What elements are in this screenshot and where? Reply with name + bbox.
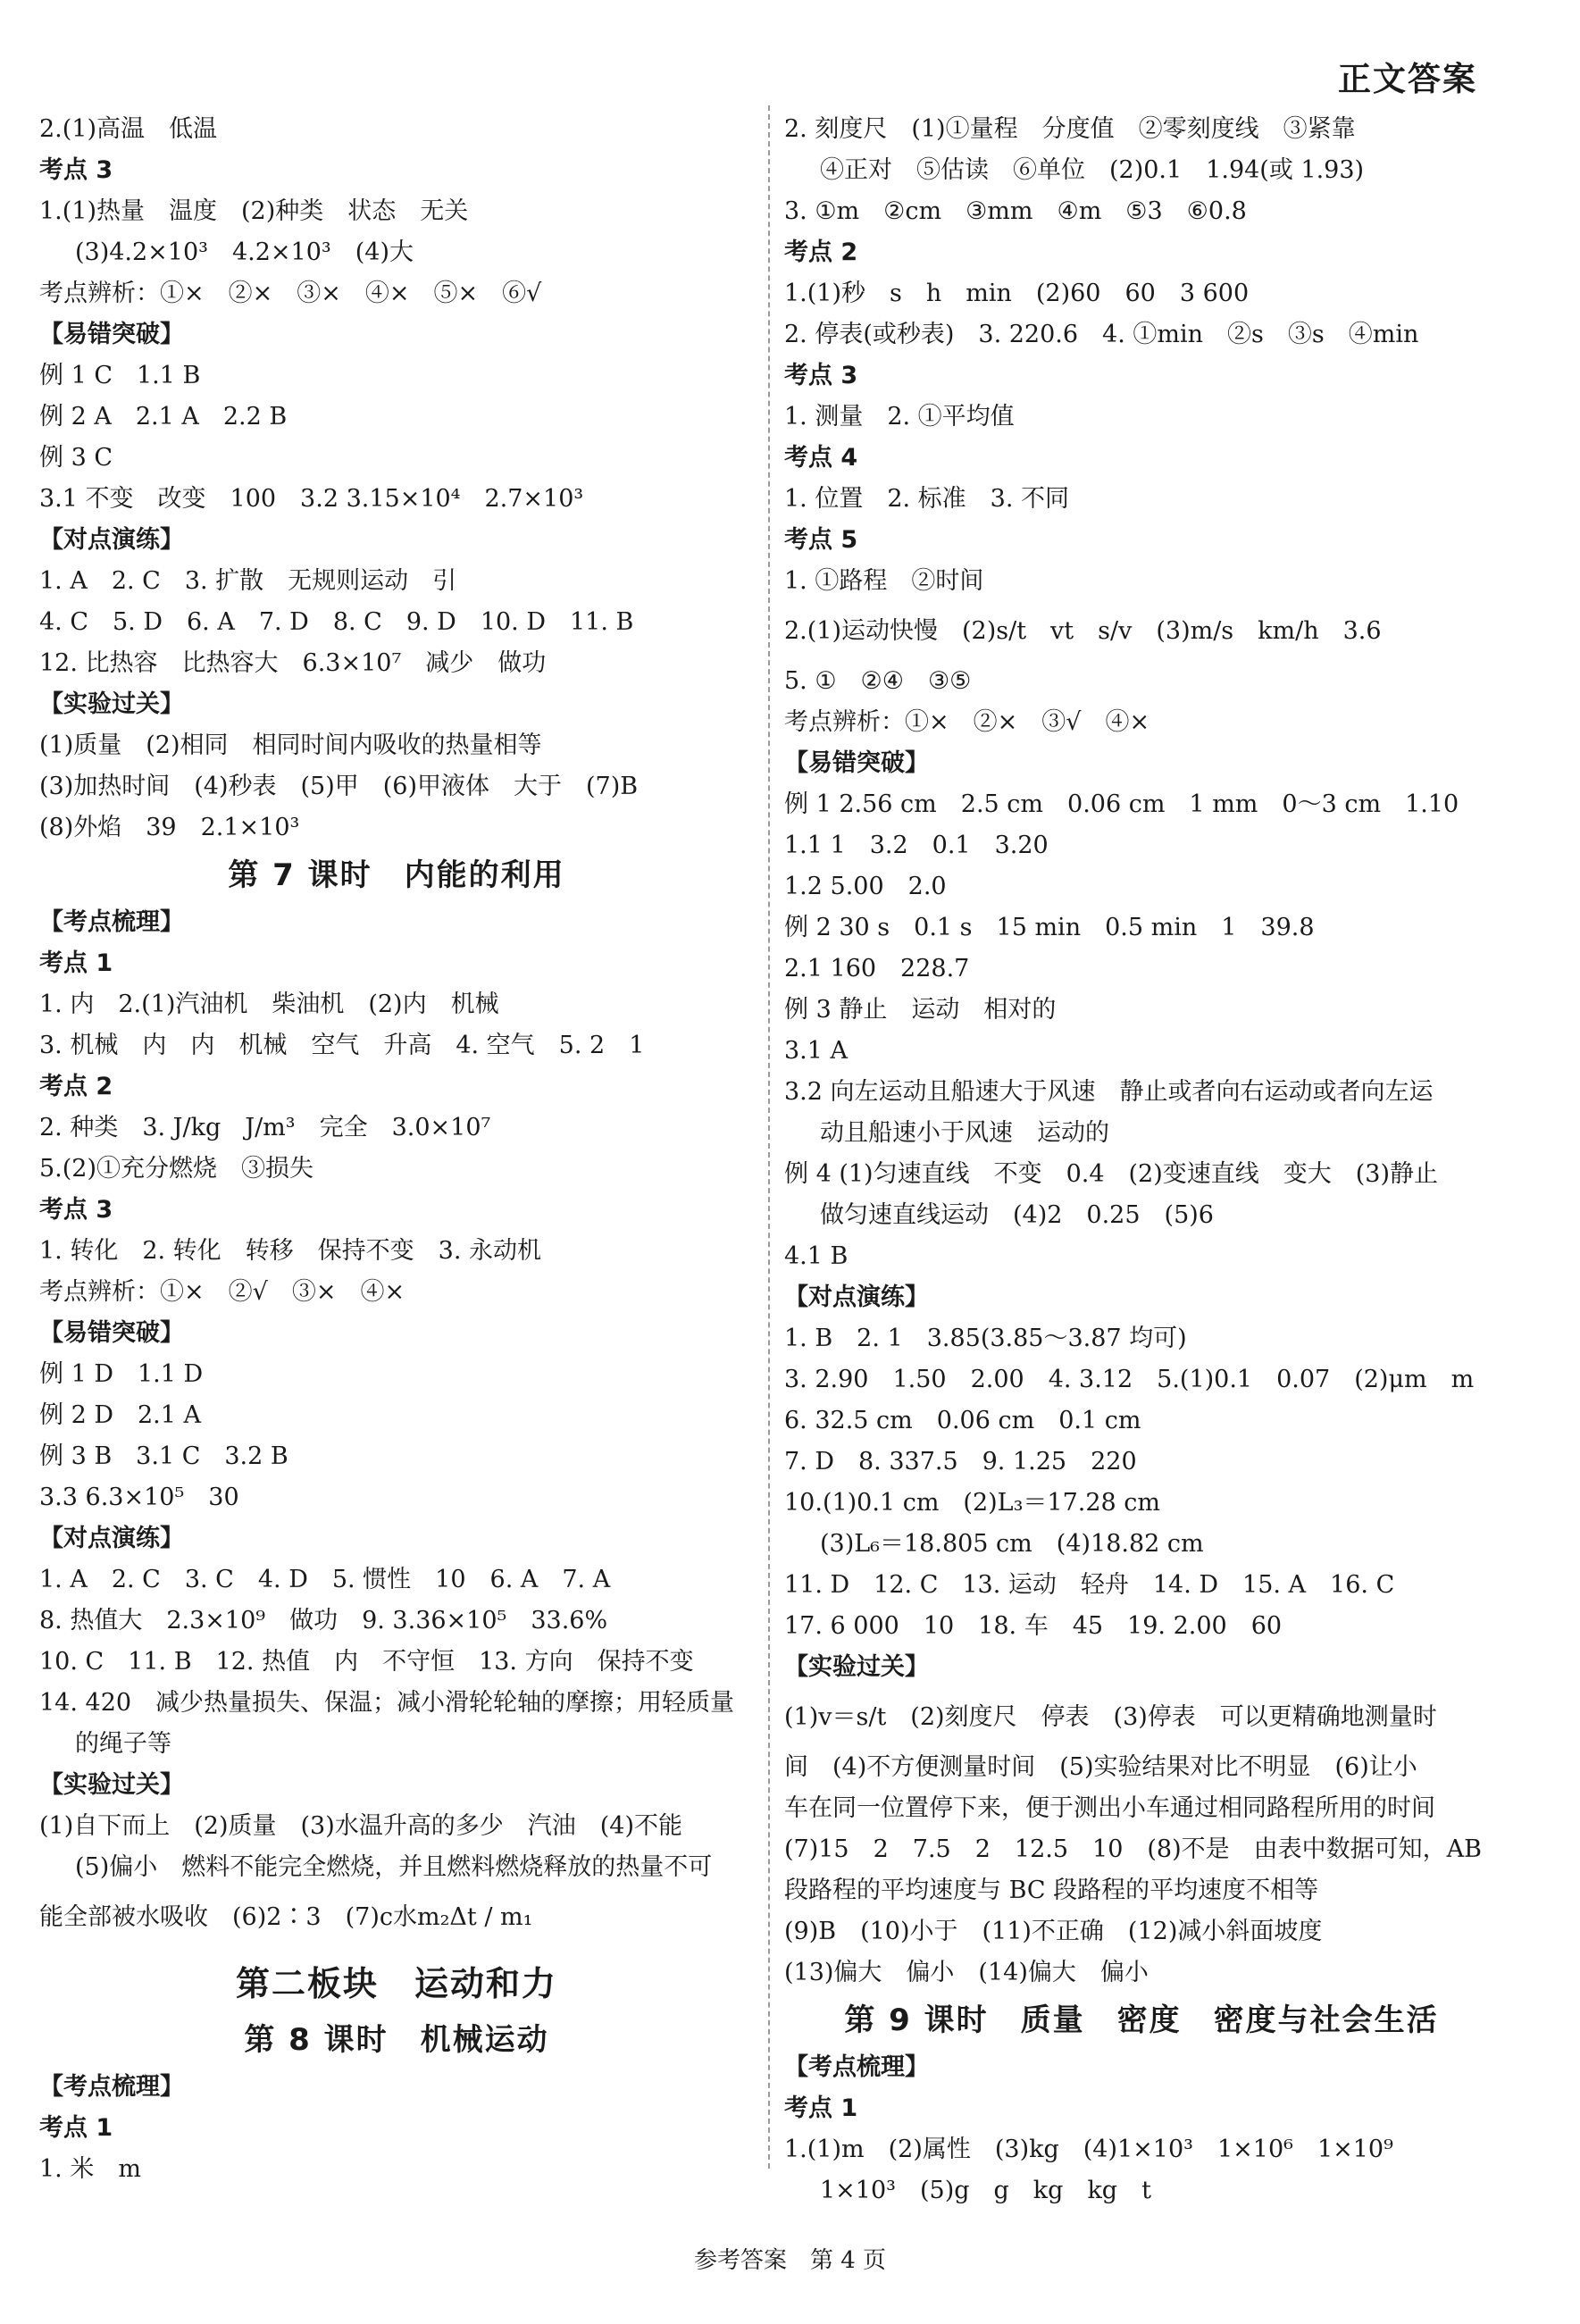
answer-line: (13)偏大 偏小 (14)偏大 偏小 — [784, 1959, 1149, 1986]
answer-line: 3.1 不变 改变 100 3.2 3.15×10⁴ 2.7×10³ — [39, 485, 584, 513]
section-heading: 【易错突破】 — [784, 749, 929, 777]
answer-line: 1. 测量 2. ①平均值 — [784, 403, 1015, 431]
answer-line: 例 3 静止 运动 相对的 — [784, 996, 1057, 1024]
answer-line: 1. ①路程 ②时间 — [784, 567, 984, 595]
section-heading: 考点 5 — [784, 526, 858, 554]
right-column — [784, 109, 1499, 2211]
answer-line: 10. C 11. B 12. 热值 内 不守恒 13. 方向 保持不变 — [39, 1648, 694, 1676]
answer-line: 例 1 C 1.1 B — [39, 362, 201, 389]
answer-line: 5.(2)①充分燃烧 ③损失 — [39, 1155, 314, 1183]
answer-line: 6. 32.5 cm 0.06 cm 0.1 cm — [784, 1407, 1141, 1434]
answer-line-continued: 1×10³ (5)g g kg kg t — [820, 2177, 1151, 2204]
section-heading: 【考点梳理】 — [784, 2053, 929, 2081]
answer-line: 3. 2.90 1.50 2.00 4. 3.12 5.(1)0.1 0.07 (2)μm m — [784, 1366, 1475, 1393]
section-heading: 【易错突破】 — [39, 321, 184, 348]
answer-line: 车在同一位置停下来，便于测出小车通过相同路程所用的时间 — [784, 1794, 1435, 1822]
section-heading: 【对点演练】 — [39, 1525, 184, 1552]
answer-line-formula: 能全部被水吸收 (6)2∶3 (7)c水m₂Δt / m₁ — [39, 1903, 533, 1931]
answer-line: 7. D 8. 337.5 9. 1.25 220 — [784, 1448, 1137, 1475]
chapter-title: 第 8 课时 机械运动 — [244, 2022, 549, 2058]
answer-line: 1. 位置 2. 标准 3. 不同 — [784, 485, 1070, 513]
answer-line: 4.1 B — [784, 1242, 849, 1270]
answer-line: 1.1 1 3.2 0.1 3.20 — [784, 832, 1049, 859]
answer-line: 例 2 D 2.1 A — [39, 1401, 202, 1429]
part-title: 第二板块 运动和力 — [235, 1964, 557, 2003]
answer-line: 12. 比热容 比热容大 6.3×10⁷ 减少 做功 — [39, 649, 547, 677]
section-heading: 【实验过关】 — [39, 1771, 184, 1799]
answer-line: 1.(1)秒 s h min (2)60 60 3 600 — [784, 280, 1250, 307]
page-header-title: 正文答案 — [1338, 60, 1477, 98]
answer-line: 3.2 向左运动且船速大于风速 静止或者向右运动或者向左运 — [784, 1078, 1434, 1106]
section-heading: 考点 2 — [39, 1073, 113, 1100]
answer-line: (1)质量 (2)相同 相同时间内吸收的热量相等 — [39, 731, 542, 759]
answer-line: 考点辨析：①× ②√ ③× ④× — [39, 1278, 405, 1306]
section-heading: 【考点梳理】 — [39, 2073, 184, 2101]
answer-line-continued: 的绳子等 — [75, 1730, 171, 1758]
answer-line: 2. 刻度尺 (1)①量程 分度值 ②零刻度线 ③紧靠 — [784, 115, 1356, 143]
section-heading: 考点 1 — [39, 2114, 113, 2142]
answer-line: (9)B (10)小于 (11)不正确 (12)减小斜面坡度 — [784, 1918, 1323, 1945]
answer-line: 17. 6 000 10 18. 车 45 19. 2.00 60 — [784, 1612, 1283, 1640]
section-heading: 【对点演练】 — [39, 526, 184, 554]
answer-line-continued: (3)4.2×10³ 4.2×10³ (4)大 — [75, 238, 414, 266]
column-divider — [768, 105, 770, 2169]
answer-line-continued: ④正对 ⑤估读 ⑥单位 (2)0.1 1.94(或 1.93) — [820, 156, 1365, 184]
section-heading: 考点 2 — [784, 238, 858, 266]
answer-line: 例 4 (1)匀速直线 不变 0.4 (2)变速直线 变大 (3)静止 — [784, 1160, 1439, 1188]
answer-line: 1.2 5.00 2.0 — [784, 873, 947, 900]
answer-line: 例 1 D 1.1 D — [39, 1360, 204, 1388]
section-heading: 考点 3 — [39, 156, 113, 184]
answer-line: 1. B 2. 1 3.85(3.85～3.87 均可) — [784, 1325, 1187, 1352]
left-column — [39, 109, 754, 2190]
answer-line: 段路程的平均速度与 BC 段路程的平均速度不相等 — [784, 1877, 1319, 1904]
answer-line: 1. 转化 2. 转化 转移 保持不变 3. 永动机 — [39, 1237, 542, 1265]
section-heading: 考点 1 — [39, 949, 113, 977]
answer-line: 1. 内 2.(1)汽油机 柴油机 (2)内 机械 — [39, 991, 499, 1018]
answer-line: 14. 420 减少热量损失、保温；减小滑轮轮轴的摩擦；用轻质量 — [39, 1689, 735, 1717]
answer-line-formula: 2.(1)运动快慢 (2)s/t vt s/v (3)m/s km/h 3.6 — [784, 617, 1382, 645]
answer-line: 3. ①m ②cm ③mm ④m ⑤3 ⑥0.8 — [784, 197, 1247, 225]
answer-line: 例 2 30 s 0.1 s 15 min 0.5 min 1 39.8 — [784, 914, 1315, 941]
section-heading: 考点 4 — [784, 444, 858, 472]
page-footer: 参考答案 第 4 页 — [693, 2247, 887, 2274]
answer-line: 1. A 2. C 3. 扩散 无规则运动 引 — [39, 567, 457, 595]
answer-line: 3.3 6.3×10⁵ 30 — [39, 1484, 239, 1511]
answer-line: 例 3 C — [39, 444, 113, 472]
chapter-title: 第 9 课时 质量 密度 密度与社会生活 — [844, 2002, 1439, 2038]
answer-line: 考点辨析：①× ②× ③√ ④× — [784, 708, 1150, 736]
answer-line: (1)自下而上 (2)质量 (3)水温升高的多少 汽油 (4)不能 — [39, 1812, 682, 1840]
section-heading: 【实验过关】 — [784, 1653, 929, 1681]
answer-line: 例 3 B 3.1 C 3.2 B — [39, 1442, 288, 1470]
answer-line-continued: 做匀速直线运动 (4)2 0.25 (5)6 — [820, 1201, 1214, 1229]
answer-line: 2. 停表(或秒表) 3. 220.6 4. ①min ②s ③s ④min — [784, 321, 1419, 348]
answer-line: (3)加热时间 (4)秒表 (5)甲 (6)甲液体 大于 (7)B — [39, 773, 639, 800]
section-heading: 【考点梳理】 — [39, 908, 184, 936]
section-heading: 考点 3 — [39, 1196, 113, 1224]
answer-line-continued: 动且船速小于风速 运动的 — [820, 1119, 1109, 1147]
chapter-title: 第 7 课时 内能的利用 — [228, 857, 565, 893]
answer-line: 考点辨析：①× ②× ③× ④× ⑤× ⑥√ — [39, 280, 542, 307]
answer-line: 例 2 A 2.1 A 2.2 B — [39, 403, 288, 431]
answer-line: 1.(1)m (2)属性 (3)kg (4)1×10³ 1×10⁶ 1×10⁹ — [784, 2136, 1393, 2163]
answer-line: 2.(1)高温 低温 — [39, 115, 218, 143]
answer-line-continued: (3)L₆＝18.805 cm (4)18.82 cm — [820, 1530, 1204, 1558]
answer-line: 8. 热值大 2.3×10⁹ 做功 9. 3.36×10⁵ 33.6% — [39, 1607, 608, 1634]
answer-line: 11. D 12. C 13. 运动 轻舟 14. D 15. A 16. C — [784, 1571, 1395, 1599]
section-heading: 【对点演练】 — [784, 1283, 929, 1311]
answer-line: 2. 种类 3. J/kg J/m³ 完全 3.0×10⁷ — [39, 1114, 491, 1141]
answer-line-formula: (1)v＝s/t (2)刻度尺 停表 (3)停表 可以更精确地测量时 — [784, 1703, 1437, 1731]
section-heading: 【易错突破】 — [39, 1319, 184, 1347]
answer-line: 间 (4)不方便测量时间 (5)实验结果对比不明显 (6)让小 — [784, 1753, 1417, 1781]
answer-line: 3.1 A — [784, 1037, 849, 1065]
answer-line-continued: (5)偏小 燃料不能完全燃烧，并且燃料燃烧释放的热量不可 — [75, 1853, 713, 1881]
answer-line: 10.(1)0.1 cm (2)L₃＝17.28 cm — [784, 1489, 1161, 1517]
answer-line: 例 1 2.56 cm 2.5 cm 0.06 cm 1 mm 0～3 cm 1.10 — [784, 790, 1459, 818]
answer-line: 4. C 5. D 6. A 7. D 8. C 9. D 10. D 11. B — [39, 608, 634, 636]
answer-line: 5. ① ②④ ③⑤ — [784, 667, 972, 695]
answer-line: 3. 机械 内 内 机械 空气 升高 4. 空气 5. 2 1 — [39, 1032, 645, 1059]
answer-line: 1. 米 m — [39, 2155, 141, 2183]
answer-line: 1. A 2. C 3. C 4. D 5. 惯性 10 6. A 7. A — [39, 1566, 611, 1593]
section-heading: 考点 3 — [784, 362, 858, 389]
answer-line: 2.1 160 228.7 — [784, 955, 970, 982]
section-heading: 【实验过关】 — [39, 690, 184, 718]
answer-line: (7)15 2 7.5 2 12.5 10 (8)不是 由表中数据可知，AB — [784, 1835, 1482, 1863]
answer-line: (8)外焰 39 2.1×10³ — [39, 814, 300, 841]
answer-line: 1.(1)热量 温度 (2)种类 状态 无关 — [39, 197, 469, 225]
section-heading: 考点 1 — [784, 2094, 858, 2122]
